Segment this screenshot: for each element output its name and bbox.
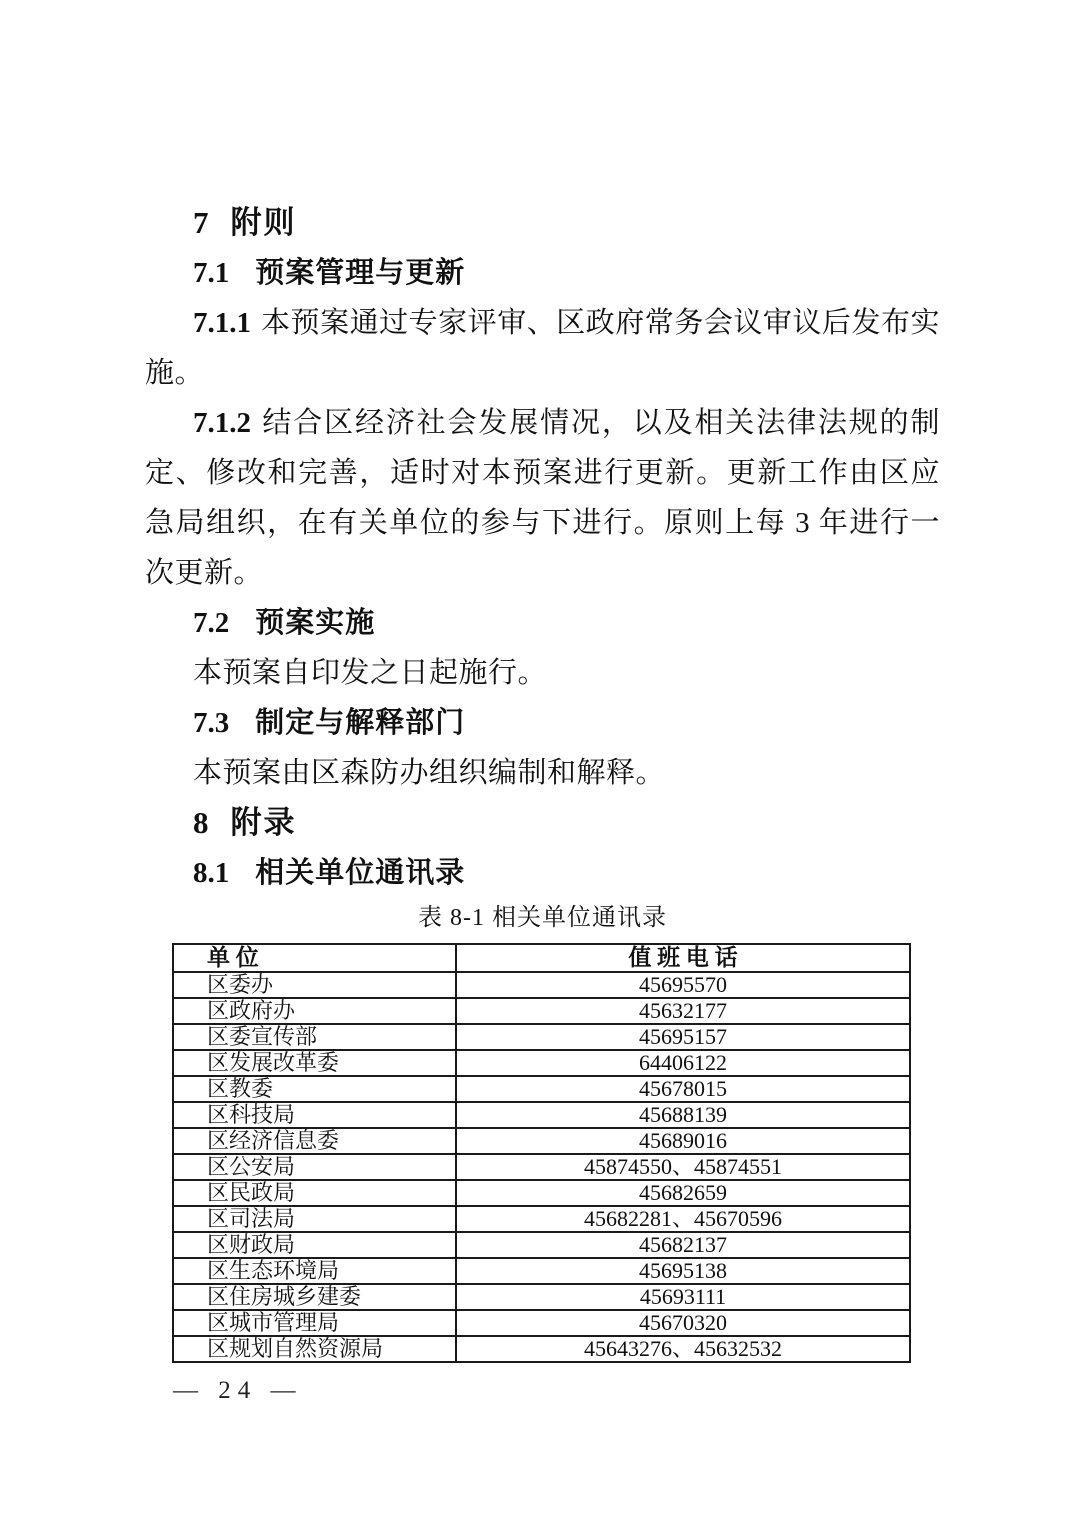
paragraph-7-2-body: 本预案自印发之日起施行。 [193,657,548,689]
table-row [173,1258,910,1284]
table-row [173,1024,910,1050]
phone-cell: 45682137 [456,1232,910,1258]
table-row [173,1206,910,1232]
unit-cell: 区住房城乡建委 [173,1284,456,1310]
paragraph-7-1-2-text: 结合区经济社会发展情况，以及相关法律法规的制定、修改和完善，适时对本预案进行更新。更新工作由区应急局组织，在有关单位的参与下进行。原则上每 3 年进行一次更新。 [145,407,940,589]
table-row [173,1128,910,1154]
paragraph-7-3-body: 本预案由区森防办组织编制和解释。 [193,757,666,789]
phone-cell: 45874550、45874551 [456,1154,910,1180]
unit-cell: 区科技局 [173,1102,456,1128]
page-number: — 24 — [173,1377,303,1404]
table-row [173,1336,910,1362]
table-row [173,972,910,998]
section-7-number: 7 [193,205,209,240]
table-header-row [173,944,910,972]
phone-cell: 45693111 [456,1284,910,1310]
phone-cell: 45695570 [456,972,910,998]
paragraph-7-1-2-number: 7.1.2 [193,407,251,439]
section-7-1-heading [193,248,940,298]
phone-cell: 45682281、45670596 [456,1206,910,1232]
section-7-2-number: 7.2 [193,607,230,639]
section-8-1-heading [193,848,940,898]
unit-cell: 区委宣传部 [173,1024,456,1050]
phone-cell: 45689016 [456,1128,910,1154]
section-7-2-heading [193,598,940,648]
table-row [173,1076,910,1102]
paragraph-7-1-1-number: 7.1.1 [193,307,251,339]
unit-cell: 区公安局 [173,1154,456,1180]
section-8-number: 8 [193,805,209,840]
unit-cell: 区经济信息委 [173,1128,456,1154]
phone-cell: 45682659 [456,1180,910,1206]
section-7-1-title: 预案管理与更新 [255,257,466,289]
section-7-title: 附则 [230,205,297,240]
unit-cell: 区司法局 [173,1206,456,1232]
section-7-3-heading [193,698,940,748]
paragraph-7-1-1-text: 本预案通过专家评审、区政府常务会议审议后发布实施。 [145,307,940,389]
table-caption: 表 8-1 相关单位通讯录 [418,905,667,931]
section-8-heading [193,798,940,848]
phone-cell: 45643276、45632532 [456,1336,910,1362]
section-7-3-title: 制定与解释部门 [255,707,466,739]
section-8-title: 附录 [230,805,297,840]
unit-cell: 区生态环境局 [173,1258,456,1284]
phone-cell: 64406122 [456,1050,910,1076]
table-row [173,1102,910,1128]
document-content [145,198,940,1405]
column-header-unit: 单 位 [173,944,456,972]
table-row [173,1050,910,1076]
section-8-1-number: 8.1 [193,857,230,889]
table-row [173,1154,910,1180]
table-row [173,1180,910,1206]
unit-cell: 区教委 [173,1076,456,1102]
phone-cell: 45695138 [456,1258,910,1284]
section-8-1-title: 相关单位通讯录 [255,857,466,889]
column-header-phone: 值 班 电 话 [456,944,910,972]
contact-table [172,943,911,1363]
section-7-heading [193,198,940,248]
phone-cell: 45670320 [456,1310,910,1336]
section-7-2-title: 预案实施 [255,607,376,639]
paragraph-7-1-2 [145,398,940,598]
table-row [173,1310,910,1336]
table-body [173,972,910,1362]
phone-cell: 45678015 [456,1076,910,1102]
table-row [173,1284,910,1310]
table-row [173,1232,910,1258]
table-row [173,998,910,1024]
unit-cell: 区民政局 [173,1180,456,1206]
phone-cell: 45632177 [456,998,910,1024]
section-7-3-number: 7.3 [193,707,230,739]
section-7-1-number: 7.1 [193,257,230,289]
unit-cell: 区城市管理局 [173,1310,456,1336]
unit-cell: 区规划自然资源局 [173,1336,456,1362]
unit-cell: 区委办 [173,972,456,998]
phone-cell: 45695157 [456,1024,910,1050]
paragraph-7-1-1 [145,298,940,398]
unit-cell: 区发展改革委 [173,1050,456,1076]
unit-cell: 区政府办 [173,998,456,1024]
unit-cell: 区财政局 [173,1232,456,1258]
phone-cell: 45688139 [456,1102,910,1128]
